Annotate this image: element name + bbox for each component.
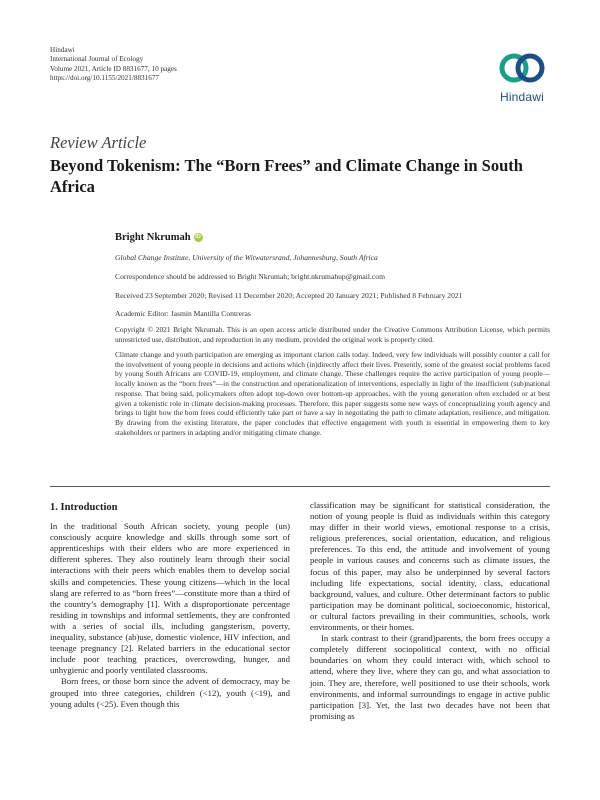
article-dates: Received 23 September 2020; Revised 11 December 2020; Accepted 20 January 2021; Published 8 February 2021: [115, 291, 463, 300]
doi-link[interactable]: https://doi.org/10.1155/2021/8831677: [50, 74, 160, 83]
article-title: Beyond Tokenism: The “Born Frees” and Climate Change in South Africa: [50, 156, 523, 196]
publisher-name: Hindawi: [50, 46, 75, 54]
abstract: Climate change and youth participation are emerging as important clarion calls today. Indeed, very few individuals will possibly counter a call for the involvement of young people in decisions and actions which (in)directly affect their lives. Presently, some of the greatest social problems faced by young South Africans are COVID-19, employment, and climate change. These challenges require the active participation of young people—locally known as the “born frees”—in the construction and operationalization of interventions, especially in light of the insufficient (sub)national response. That being said, policymakers often adopt top-down over bottom-up approaches, with the young generation often excluded or at best given a tokenistic role in climate decision-making processes. Therefore, this paper suggests some new ways of conceptualizing youth agency and brings to light how the born frees could efficiently take part or have a say in negotiating the path to climate adaptation, resilience, and mitigation. By drawing from the existing literature, the paper concludes that effective engagement with youth is essential in empowering them to key stakeholders or partners in adapting and/or mitigating climate change.: [115, 350, 550, 437]
paragraph: In the traditional South African society, young people (un) consciously acquire knowledge and skills through some sort of apprenticeships with their elders who are more experienced in different spheres. They also routinely learn through their social interactions with their peers which enables them to develop social skills and competencies. These young citizens—which in the local slang are referred to as “born frees”—constitute more than a third of the country’s demography [1]. With a disproportionate percentage residing in townships and informal settlements, they are confronted with a series of social ills, including gangsterism, poverty, inequality, substance (ab)use, domestic violence, HIV infection, and teenage pregnancy [2]. Related barriers in the educational sector include poor teaching practices, overcrowding, hunger, and unhygienic and poorly ventilated classrooms.: [50, 521, 290, 676]
hindawi-logo-icon: [490, 48, 554, 90]
section-heading: 1. Introduction: [50, 502, 118, 513]
correspondence: Correspondence should be addressed to Bright Nkrumah; bright.nkrumahup@gmail.com: [115, 272, 385, 281]
logo-text: Hindawi: [499, 90, 545, 104]
journal-name: International Journal of Ecology: [50, 55, 144, 64]
divider: [50, 486, 550, 487]
paragraph: In stark contrast to their (grand)parents, the born frees occupy a completely different sociopolitical context, with no official boundaries on whom they could interact with, which school to attend, where they live, where they can go, and what association to join. They are, therefore, well positioned to use their schools, work environments, and informal surroundings to engage in active public participation [3]. Yet, the last two decades have not been that promising as: [310, 633, 550, 721]
paragraph: Born frees, or those born since the advent of democracy, may be grouped into three categories, children (<12), youth (<19), and young adults (<25). Even though this: [50, 676, 290, 709]
copyright-notice: Copyright © 2021 Bright Nkrumah. This is an open access article distributed under the Creative Commons Attribution License, which permits unrestricted use, distribution, and reproduction in any medium, provided the original work is properly cited.: [115, 325, 550, 344]
paragraph: classification may be significant for statistical consideration, the notion of young people is fluid as individuals within this category may differ in their world views, emotional response to a crisis, religious preferences, social orientation, education, and religious preferences. To this end, the attitude and involvement of young people in various causes and concerns such as climate issues, the focus of this paper, may also be underpinned by several factors including life expectations, social identity, class, educational background, values, and culture. Other determinant factors to public participation may be dominant political, socioeconomic, historical, or cultural factors prevailing in their communities, schools, work environments, or their homes.: [310, 500, 550, 633]
hindawi-logo: [490, 48, 554, 104]
column-right: [310, 500, 550, 722]
column-left: [50, 500, 290, 710]
affiliation: Global Change Institute, University of the Witwatersrand, Johannesburg, South Africa: [115, 253, 378, 262]
author-line: [115, 232, 203, 243]
author-name: Bright Nkrumah: [115, 232, 191, 243]
volume-info: Volume 2021, Article ID 8831677, 10 pages: [50, 64, 177, 73]
orcid-icon[interactable]: iD: [195, 234, 201, 240]
journal-meta: [50, 46, 177, 84]
academic-editor: Academic Editor: Jasmin Mantilla Contreras: [115, 309, 251, 318]
article-type: Review Article: [50, 133, 147, 152]
